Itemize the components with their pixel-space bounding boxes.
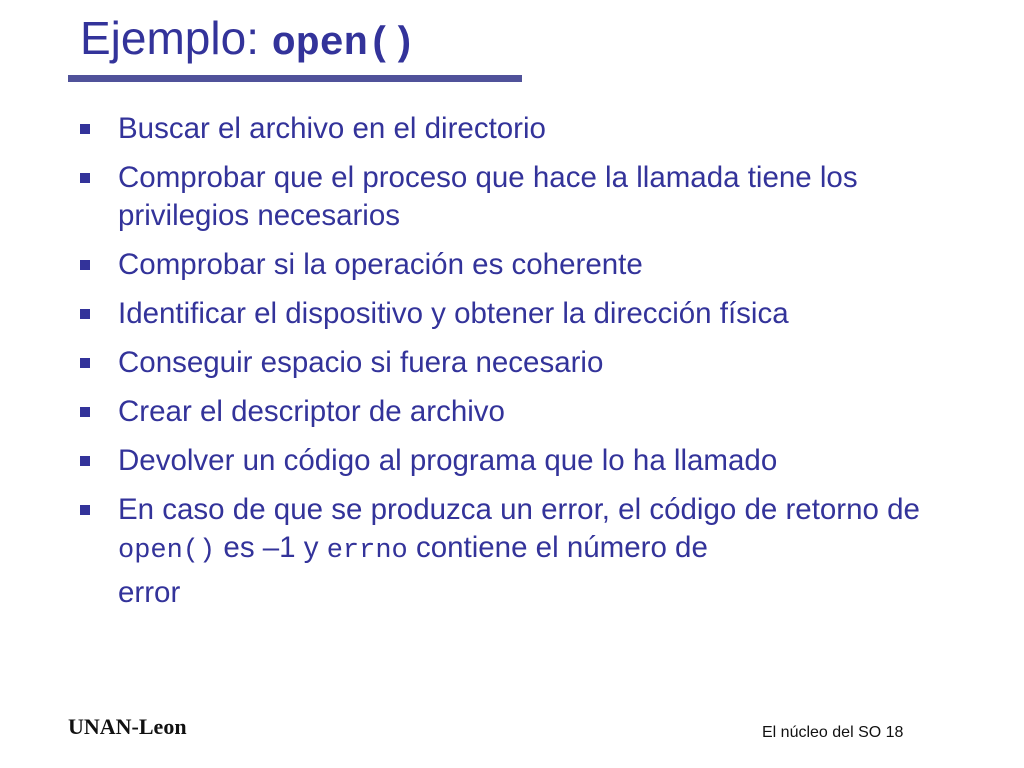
open-call-code: open() <box>118 536 216 566</box>
square-bullet-icon <box>80 407 90 417</box>
bullet-item <box>80 246 995 284</box>
square-bullet-icon <box>80 309 90 319</box>
square-bullet-icon <box>80 456 90 466</box>
bullet-text-part: es –1 y <box>215 531 327 564</box>
bullet-text: Devolver un código al programa que lo ha llamado <box>118 444 778 477</box>
bullet-text-part: error <box>118 576 181 609</box>
bullet-text-part: En caso de que se produzca un error, el código de retorno de <box>118 493 920 526</box>
bullet-text: Identificar el dispositivo y obtener la dirección física <box>118 297 789 330</box>
bullet-item <box>80 110 995 148</box>
bullet-item <box>80 344 995 382</box>
bullet-item <box>80 393 995 431</box>
square-bullet-icon <box>80 358 90 368</box>
bullet-item <box>80 159 995 235</box>
bullet-text: Crear el descriptor de archivo <box>118 395 505 428</box>
bullet-item <box>80 442 995 480</box>
bullet-text: Buscar el archivo en el directorio <box>118 112 546 145</box>
errno-code: errno <box>326 536 408 566</box>
bullet-text: Comprobar que el proceso que hace la llamada tiene los privilegios necesarios <box>118 161 858 232</box>
bullet-list <box>80 110 995 623</box>
bullet-item <box>80 295 995 333</box>
title-code: open() <box>271 22 416 67</box>
square-bullet-icon <box>80 260 90 270</box>
slide-title <box>80 12 416 68</box>
title-text: Ejemplo: <box>80 12 272 64</box>
bullet-text-part: contiene el número de <box>407 531 708 564</box>
square-bullet-icon <box>80 173 90 183</box>
title-underline <box>68 75 522 82</box>
bullet-text: Comprobar si la operación es coherente <box>118 248 643 281</box>
bullet-text: Conseguir espacio si fuera necesario <box>118 346 604 379</box>
footer-slide-number: El núcleo del SO 18 <box>762 724 904 741</box>
square-bullet-icon <box>80 124 90 134</box>
square-bullet-icon <box>80 505 90 515</box>
footer-institution: UNAN-Leon <box>68 714 187 739</box>
bullet-item-error <box>80 491 995 612</box>
